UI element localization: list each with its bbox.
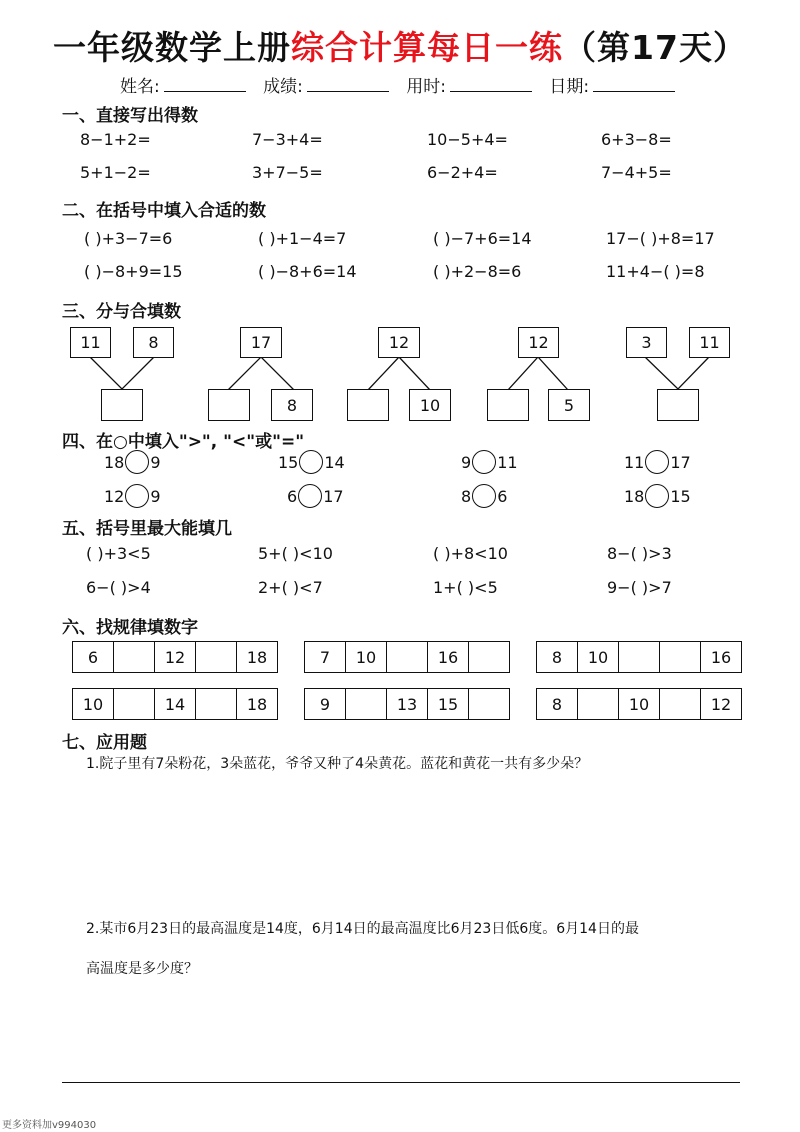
compare-item bbox=[461, 484, 507, 508]
sequence-table bbox=[72, 641, 278, 673]
compare-left: 18 bbox=[104, 452, 125, 472]
compare-right: 14 bbox=[324, 452, 345, 472]
compare-item bbox=[624, 484, 691, 508]
compare-item bbox=[287, 484, 344, 508]
seq-cell: 12 bbox=[155, 642, 196, 673]
split-box-top-left: 11 bbox=[70, 327, 111, 358]
title-red: 综合计算每日一练 bbox=[291, 28, 564, 67]
split-box-answer[interactable] bbox=[657, 389, 699, 421]
seq-cell: 6 bbox=[73, 642, 114, 673]
s5-eq: 2+( )<7 bbox=[258, 578, 323, 597]
section-7-heading: 七、应用题 bbox=[62, 733, 147, 753]
compare-left: 9 bbox=[461, 452, 472, 472]
s2-eq: 11+4−( )=8 bbox=[606, 262, 705, 281]
compare-circle[interactable] bbox=[298, 484, 322, 508]
seq-cell: 8 bbox=[537, 642, 578, 673]
s2-eq: ( )−8+9=15 bbox=[84, 262, 183, 281]
compare-item bbox=[104, 450, 161, 474]
compare-circle[interactable] bbox=[472, 484, 496, 508]
sequence-table bbox=[304, 641, 510, 673]
s2-eq: ( )−8+6=14 bbox=[258, 262, 357, 281]
sequence-table bbox=[72, 688, 278, 720]
seq-cell-blank[interactable] bbox=[469, 642, 510, 673]
s1-eq: 5+1−2= bbox=[80, 163, 151, 182]
compare-left: 8 bbox=[461, 486, 472, 506]
seq-cell: 14 bbox=[155, 689, 196, 720]
split-box-bottom-right: 10 bbox=[409, 389, 451, 421]
s1-eq: 10−5+4= bbox=[427, 130, 508, 149]
s2-eq: ( )+2−8=6 bbox=[433, 262, 522, 281]
compare-circle[interactable] bbox=[472, 450, 496, 474]
split-box-answer[interactable] bbox=[347, 389, 389, 421]
s5-eq: 8−( )>3 bbox=[607, 544, 672, 563]
title-black: 一年级数学上册 bbox=[53, 28, 292, 67]
split-box-answer[interactable] bbox=[208, 389, 250, 421]
s5-eq: 1+( )<5 bbox=[433, 578, 498, 597]
s5-eq: ( )+8<10 bbox=[433, 544, 508, 563]
seq-cell: 12 bbox=[701, 689, 742, 720]
name-label: 姓名: bbox=[120, 77, 160, 97]
section-3-heading: 三、分与合填数 bbox=[62, 302, 181, 322]
seq-cell-blank[interactable] bbox=[114, 689, 155, 720]
s1-eq: 6−2+4= bbox=[427, 163, 498, 182]
section-1-heading: 一、直接写出得数 bbox=[62, 106, 198, 126]
seq-cell: 16 bbox=[428, 642, 469, 673]
seq-cell: 18 bbox=[237, 642, 278, 673]
s2-eq: ( )+1−4=7 bbox=[258, 229, 347, 248]
seq-cell: 13 bbox=[387, 689, 428, 720]
s5-eq: 6−( )>4 bbox=[86, 578, 151, 597]
sequence-table bbox=[536, 688, 742, 720]
split-box-answer[interactable] bbox=[487, 389, 529, 421]
s2-eq: ( )−7+6=14 bbox=[433, 229, 532, 248]
split-box-top: 12 bbox=[378, 327, 420, 358]
seq-cell: 18 bbox=[237, 689, 278, 720]
compare-left: 11 bbox=[624, 452, 645, 472]
seq-cell-blank[interactable] bbox=[619, 642, 660, 673]
compare-circle[interactable] bbox=[125, 450, 149, 474]
compare-right: 11 bbox=[497, 452, 518, 472]
split-box-top-right: 11 bbox=[689, 327, 730, 358]
compare-circle[interactable] bbox=[645, 450, 669, 474]
seq-cell-blank[interactable] bbox=[578, 689, 619, 720]
seq-cell-blank[interactable] bbox=[196, 689, 237, 720]
seq-cell: 7 bbox=[305, 642, 346, 673]
score-label: 成绩: bbox=[263, 77, 303, 97]
compare-right: 17 bbox=[323, 486, 344, 506]
sequence-table bbox=[304, 688, 510, 720]
compare-left: 18 bbox=[624, 486, 645, 506]
compare-right: 6 bbox=[497, 486, 508, 506]
sequence-table bbox=[536, 641, 742, 673]
s5-eq: ( )+3<5 bbox=[86, 544, 151, 563]
seq-cell: 15 bbox=[428, 689, 469, 720]
word-problem-2-cont: 高温度是多少度？ bbox=[86, 961, 198, 977]
s1-eq: 3+7−5= bbox=[252, 163, 323, 182]
s1-eq: 7−4+5= bbox=[601, 163, 672, 182]
compare-right: 9 bbox=[150, 452, 161, 472]
seq-cell: 8 bbox=[537, 689, 578, 720]
seq-cell: 10 bbox=[619, 689, 660, 720]
date-label: 日期: bbox=[549, 77, 590, 97]
section-4-heading: 四、在○中填入">", "<"或"=" bbox=[62, 432, 305, 452]
seq-cell: 16 bbox=[701, 642, 742, 673]
compare-circle[interactable] bbox=[645, 484, 669, 508]
split-box-top: 17 bbox=[240, 327, 282, 358]
word-problem-2: 2.某市6月23日的最高温度是14度，6月14日的最高温度比6月23日低6度。6月14日的最 bbox=[86, 921, 639, 937]
compare-left: 15 bbox=[278, 452, 299, 472]
seq-cell: 9 bbox=[305, 689, 346, 720]
s1-eq: 6+3−8= bbox=[601, 130, 672, 149]
title-suffix: （第17天） bbox=[563, 28, 747, 67]
footer-divider bbox=[62, 1082, 740, 1083]
section-5-heading: 五、括号里最大能填几 bbox=[62, 519, 232, 539]
compare-item bbox=[104, 484, 161, 508]
seq-cell-blank[interactable] bbox=[387, 642, 428, 673]
seq-cell-blank[interactable] bbox=[660, 642, 701, 673]
split-box-bottom-right: 5 bbox=[548, 389, 590, 421]
s2-eq: 17−( )+8=17 bbox=[606, 229, 715, 248]
seq-cell-blank[interactable] bbox=[346, 689, 387, 720]
compare-circle[interactable] bbox=[299, 450, 323, 474]
compare-item bbox=[278, 450, 345, 474]
seq-cell-blank[interactable] bbox=[660, 689, 701, 720]
s5-eq: 5+( )<10 bbox=[258, 544, 333, 563]
compare-circle[interactable] bbox=[125, 484, 149, 508]
s1-eq: 8−1+2= bbox=[80, 130, 151, 149]
s5-eq: 9−( )>7 bbox=[607, 578, 672, 597]
seq-cell-blank[interactable] bbox=[114, 642, 155, 673]
split-box-bottom-right: 8 bbox=[271, 389, 313, 421]
compare-left: 6 bbox=[287, 486, 298, 506]
seq-cell: 10 bbox=[346, 642, 387, 673]
seq-cell: 10 bbox=[73, 689, 114, 720]
split-box-top: 12 bbox=[518, 327, 559, 358]
time-label: 用时: bbox=[406, 77, 447, 97]
s1-eq: 7−3+4= bbox=[252, 130, 323, 149]
section-6-heading: 六、找规律填数字 bbox=[62, 618, 198, 638]
compare-right: 9 bbox=[150, 486, 161, 506]
watermark: 更多资料加v994030 bbox=[2, 1120, 97, 1131]
seq-cell-blank[interactable] bbox=[196, 642, 237, 673]
section-2-heading: 二、在括号中填入合适的数 bbox=[62, 201, 266, 221]
compare-item bbox=[624, 450, 691, 474]
seq-cell: 10 bbox=[578, 642, 619, 673]
split-box-answer[interactable] bbox=[101, 389, 143, 421]
seq-cell-blank[interactable] bbox=[469, 689, 510, 720]
compare-right: 17 bbox=[670, 452, 691, 472]
compare-left: 12 bbox=[104, 486, 125, 506]
split-box-top-right: 8 bbox=[133, 327, 174, 358]
word-problem-1: 1.院子里有7朵粉花，3朵蓝花，爷爷又种了4朵黄花。蓝花和黄花一共有多少朵？ bbox=[86, 756, 589, 772]
compare-item bbox=[461, 450, 518, 474]
compare-right: 15 bbox=[670, 486, 691, 506]
s2-eq: ( )+3−7=6 bbox=[84, 229, 173, 248]
split-box-top-left: 3 bbox=[626, 327, 667, 358]
